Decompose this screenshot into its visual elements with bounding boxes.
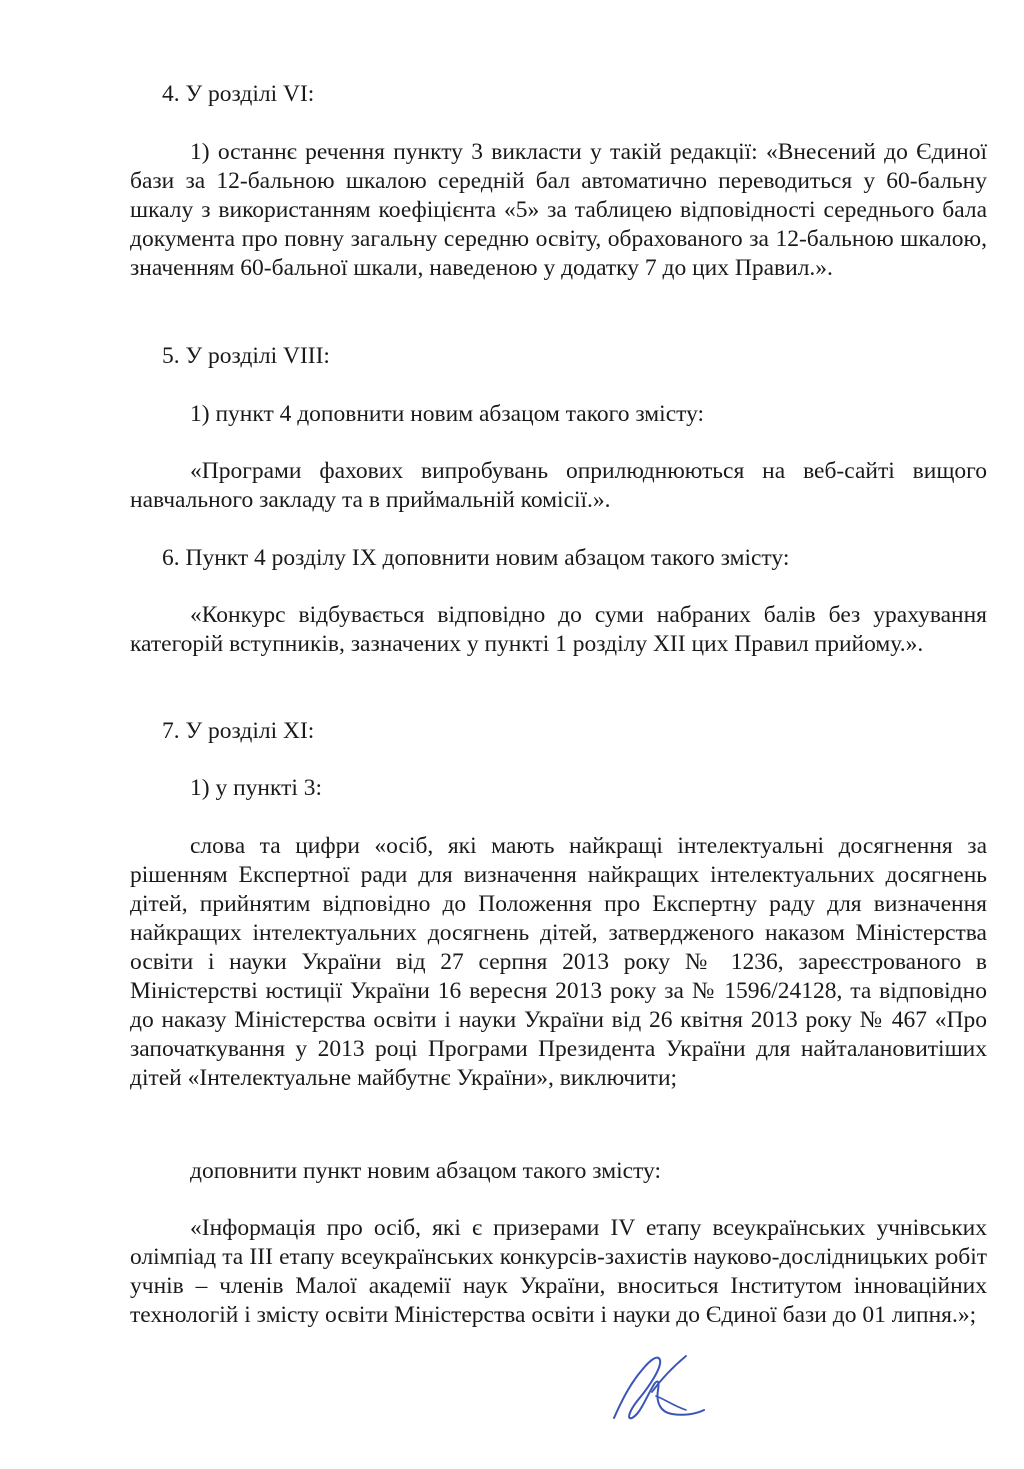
section-7-heading: 7. У розділі ХІ: [162, 718, 315, 744]
section-7-add-paragraph: доповнити пункт новим абзацом такого змісту: [190, 1158, 661, 1184]
section-7-quote: «Інформація про осіб, які є призерами IV етапу всеукраїнських учнівських олімпіад та ІІІ етапу всеукраїнських конкурсів-захистів науково-дослідницьких робіт учнів – членів Малої академії наук України, вноситься Інститутом інноваційних технологій і змісту освіти Міністерства освіти і науки до Єдиної бази до 01 липня.»; [130, 1215, 987, 1328]
section-4-item-1: 1) останнє речення пункту 3 викласти у такій редакції: «Внесений до Єдиної бази за 12-бальною шкалою середній бал автоматично переводиться у 60-бальну шкалу з використанням коефіцієнта «5» за таблицею відповідності середнього бала документа про повну загальну середню освіту, обрахованого за 12-бальною шкалою, значенням 60-бальної шкали, наведеною у додатку 7 до цих Правил.». [130, 139, 987, 281]
section-7-words-paragraph: слова та цифри «осіб, які мають найкращі інтелектуальні досягнення за рішенням Експертної ради для визначення найкращих інтелектуальних досягнень дітей, прийнятим відповідно до Положення про Експертну раду для визначення найкращих інтелектуальних досягнень дітей, затвердженого наказом Міністерства освіти і науки України від 27 серпня 2013 року № 1236, зареєстрованого в Міністерстві юстиції України 16 вересня 2013 року за № 1596/24128, та відповідно до наказу Міністерства освіти і науки України від 26 квітня 2013 року № 467 «Про започаткування у 2013 році Програми Президента України для найталановитіших дітей «Інтелектуальне майбутнє України», виключити; [130, 833, 987, 1091]
handwritten-signature-icon [600, 1348, 710, 1428]
section-5-heading: 5. У розділі VIII: [162, 343, 330, 369]
section-6-quote: «Конкурс відбувається відповідно до суми набраних балів без урахування категорій вступників, зазначених у пункті 1 розділу ХІІ цих Правил прийому.». [130, 602, 987, 657]
section-5-item-1: 1) пункт 4 доповнити новим абзацом такого змісту: [190, 401, 705, 427]
section-7-item-1: 1) у пункті 3: [190, 775, 323, 801]
section-6-heading: 6. Пункт 4 розділу ІХ доповнити новим абзацом такого змісту: [162, 545, 790, 571]
section-4-heading: 4. У розділі VI: [162, 81, 315, 107]
section-5-quote: «Програми фахових випробувань оприлюднюються на веб-сайті вищого навчального закладу та в приймальній комісії.». [130, 458, 987, 513]
